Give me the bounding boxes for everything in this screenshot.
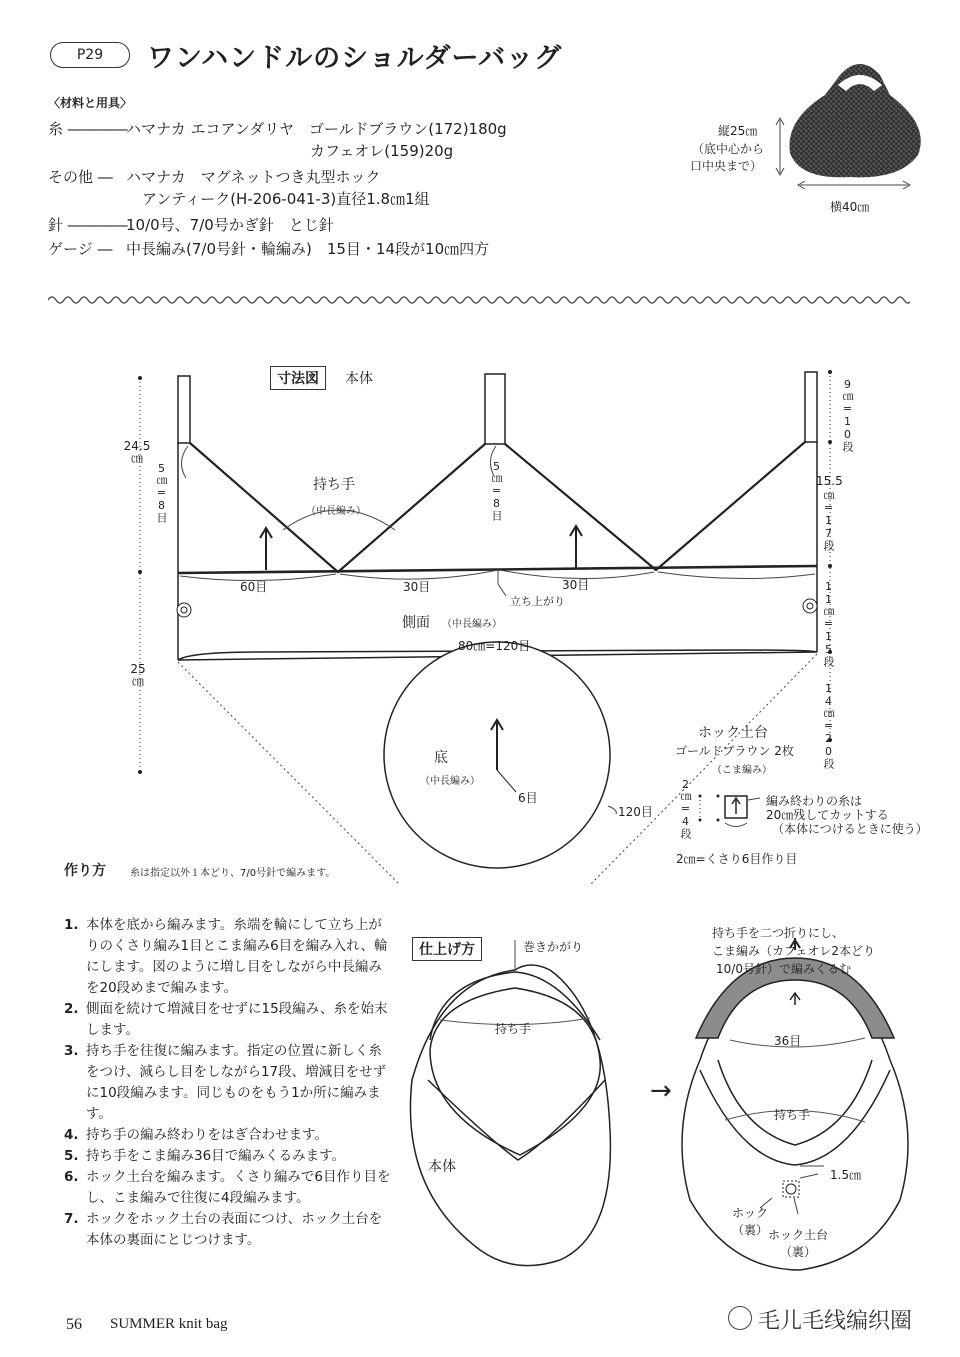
makikagari: 巻きかがり xyxy=(523,940,584,954)
arrow-right: → xyxy=(650,1076,672,1106)
hook-chain: 2㎝=くさり6目作り目 xyxy=(676,852,798,866)
step-3-text: 持ち手を往復に編みます。指定の位置に新しく糸をつけ、減らし目をしながら17段、増減目をせずに10段編みます。同じものをもう1か所に編みます。 xyxy=(86,1043,387,1122)
step-7-num: 7. xyxy=(64,1211,79,1227)
step-5-num: 5. xyxy=(64,1148,79,1164)
mat-label-3: その他 ― xyxy=(48,168,113,186)
step-3-num: 3. xyxy=(64,1043,79,1059)
left-top-dim xyxy=(122,440,152,464)
tachiagari: 立ち上がり xyxy=(510,595,565,608)
side-sub: （中長編み） xyxy=(442,619,502,630)
handle-left: 持ち手 xyxy=(495,1022,532,1036)
photo-height-note2: 口中央まで） xyxy=(690,159,763,173)
method-note: 糸は指定以外１本どり、7/0号針で編みます。 xyxy=(130,868,336,879)
fin-note2: こま編み（カフェオレ2本どり xyxy=(712,944,876,958)
left-bottom-dim-unit: ㎝ xyxy=(131,674,144,688)
hookbase-back-label: ホック土台 xyxy=(767,1228,828,1242)
left-top-dim-value: 24.5 xyxy=(123,439,151,453)
mat-text-1: ハマナカ エコアンダリヤ ゴールドブラウン(172)180g xyxy=(126,120,507,138)
right-155-unit: ㎝=17段 xyxy=(822,490,835,551)
bottom-sub: （中長編み） xyxy=(420,776,480,787)
left-bottom-dim xyxy=(126,663,150,687)
mat-label-1: 糸 ―――― xyxy=(48,120,128,138)
diagram-title-box: 寸法図 xyxy=(270,366,326,390)
right-14-dim: 14㎝=20段 xyxy=(822,682,835,769)
mid-5-dim: 5㎝=8目 xyxy=(490,460,503,521)
hook-dim: 2㎝=4段 xyxy=(679,778,692,839)
handle-sub: （中長編み） xyxy=(306,506,366,517)
hookbase-back-sub: （裏） xyxy=(779,1245,816,1259)
hookbase-back xyxy=(760,1226,836,1260)
hook-sub: （こま編み） xyxy=(712,765,772,776)
fin-note1: 持ち手を二つ折りにし、 xyxy=(712,926,845,940)
step-7-text: ホックをホック土台の表面につけ、ホック土台を本体の裏面にとじつけます。 xyxy=(86,1211,383,1248)
mat-text-4: アンティーク(H-206-041-3)直径1.8㎝1組 xyxy=(142,190,430,208)
dim-1-5: 1.5㎝ xyxy=(830,1168,862,1182)
wavy-divider xyxy=(48,292,910,308)
step-6 xyxy=(64,1167,394,1209)
mat-label-5: 針 ―――― xyxy=(48,216,128,234)
step-5-text: 持ち手をこま編み36目で編みくるみます。 xyxy=(86,1148,346,1164)
mat-text-2: カフェオレ(159)20g xyxy=(310,142,454,160)
bottom-label: 底 xyxy=(434,750,448,766)
photo-height: 縦25㎝ xyxy=(718,124,758,138)
step-4 xyxy=(64,1125,394,1146)
right-155-dim: 15.5 xyxy=(816,474,843,488)
wechat-icon xyxy=(728,1306,752,1330)
right-11-dim: 11㎝=15段 xyxy=(822,580,835,667)
book-title: SUMMER knit bag xyxy=(110,1316,228,1332)
method-title: 作り方 xyxy=(64,863,106,879)
side-label: 側面 xyxy=(402,615,430,631)
steps-list xyxy=(64,915,394,1251)
step-6-text: ホック土台を編みます。くさり編みで6目作り目をし、こま編みで往復に4段編みます。 xyxy=(86,1169,391,1206)
left-top-dim-unit: ㎝ xyxy=(130,451,143,465)
mat-text-6: 中長編み(7/0号針・輪編み) 15目・14段が10㎝四方 xyxy=(126,240,490,258)
page-number: 56 xyxy=(66,1316,82,1333)
st-36: 36目 xyxy=(774,1034,802,1048)
left-bottom-dim-value: 25 xyxy=(130,662,146,676)
step-2 xyxy=(64,999,394,1041)
hook-note2: 20㎝残してカットする xyxy=(766,808,889,822)
step-1-text: 本体を底から編みます。糸端を輪にして立ち上がりのくさり編み1目とこま編み6目を編み入れ、輪にします。図のように増し目をしながら中長編みを20段めまで編みます。 xyxy=(86,917,388,996)
st-30b: 30目 xyxy=(562,578,590,592)
materials-heading: 〈材料と用具〉 xyxy=(48,96,133,110)
body-label: 本体 xyxy=(428,1159,456,1175)
photo-height-note1: （底中心から xyxy=(692,142,765,156)
step-4-num: 4. xyxy=(64,1127,79,1143)
step-1-num: 1. xyxy=(64,917,79,933)
photo-width: 横40㎝ xyxy=(830,200,870,214)
page-badge: P29 xyxy=(50,42,130,68)
hook-note3: （本体につけるときに使う） xyxy=(772,822,928,836)
left-5-dim: 5㎝=8目 xyxy=(155,462,168,523)
finishing-diagram xyxy=(400,930,940,1290)
step-5 xyxy=(64,1146,394,1167)
materials-list xyxy=(48,118,608,268)
step-7 xyxy=(64,1209,394,1251)
hook-back-label: ホック xyxy=(731,1206,768,1220)
hook-title: ホック土台 xyxy=(698,725,768,741)
mat-text-3: ハマナカ マグネットつき丸型ホック xyxy=(126,168,381,186)
hook-back-sub: （裏） xyxy=(731,1223,768,1237)
finishing-title-box: 仕上げ方 xyxy=(412,937,482,961)
mat-text-5: 10/0号、7/0号かぎ針 とじ針 xyxy=(126,216,334,234)
st-30a: 30目 xyxy=(403,580,431,594)
handle-right: 持ち手 xyxy=(774,1108,811,1122)
step-4-text: 持ち手の編み終わりをはぎ合わせます。 xyxy=(86,1127,328,1143)
st-60: 60目 xyxy=(240,580,268,594)
watermark: 毛儿毛线编织圈 xyxy=(758,1309,913,1334)
step-1 xyxy=(64,915,394,999)
fin-note3: 10/0号針）で編みくるむ xyxy=(716,962,851,976)
step-3 xyxy=(64,1041,394,1125)
mat-label-6: ゲージ ― xyxy=(48,240,113,258)
step-6-num: 6. xyxy=(64,1169,79,1185)
right-9-dim: 9㎝=10段 xyxy=(841,378,854,452)
page-title: ワンハンドルのショルダーバッグ xyxy=(147,43,563,74)
bottom-6: 6目 xyxy=(518,791,538,805)
step-2-num: 2. xyxy=(64,1001,79,1017)
hook-note1: 編み終わりの糸は xyxy=(766,794,863,808)
circumference: 80㎝=120目 xyxy=(458,639,531,653)
handle-label: 持ち手 xyxy=(313,477,355,493)
diagram-part: 本体 xyxy=(345,371,373,387)
step-2-text: 側面を続けて増減目をせずに15段編み、糸を始末します。 xyxy=(86,1001,388,1038)
bottom-120: 120目 xyxy=(618,805,653,819)
hook-color: ゴールドブラウン 2枚 xyxy=(675,744,794,758)
